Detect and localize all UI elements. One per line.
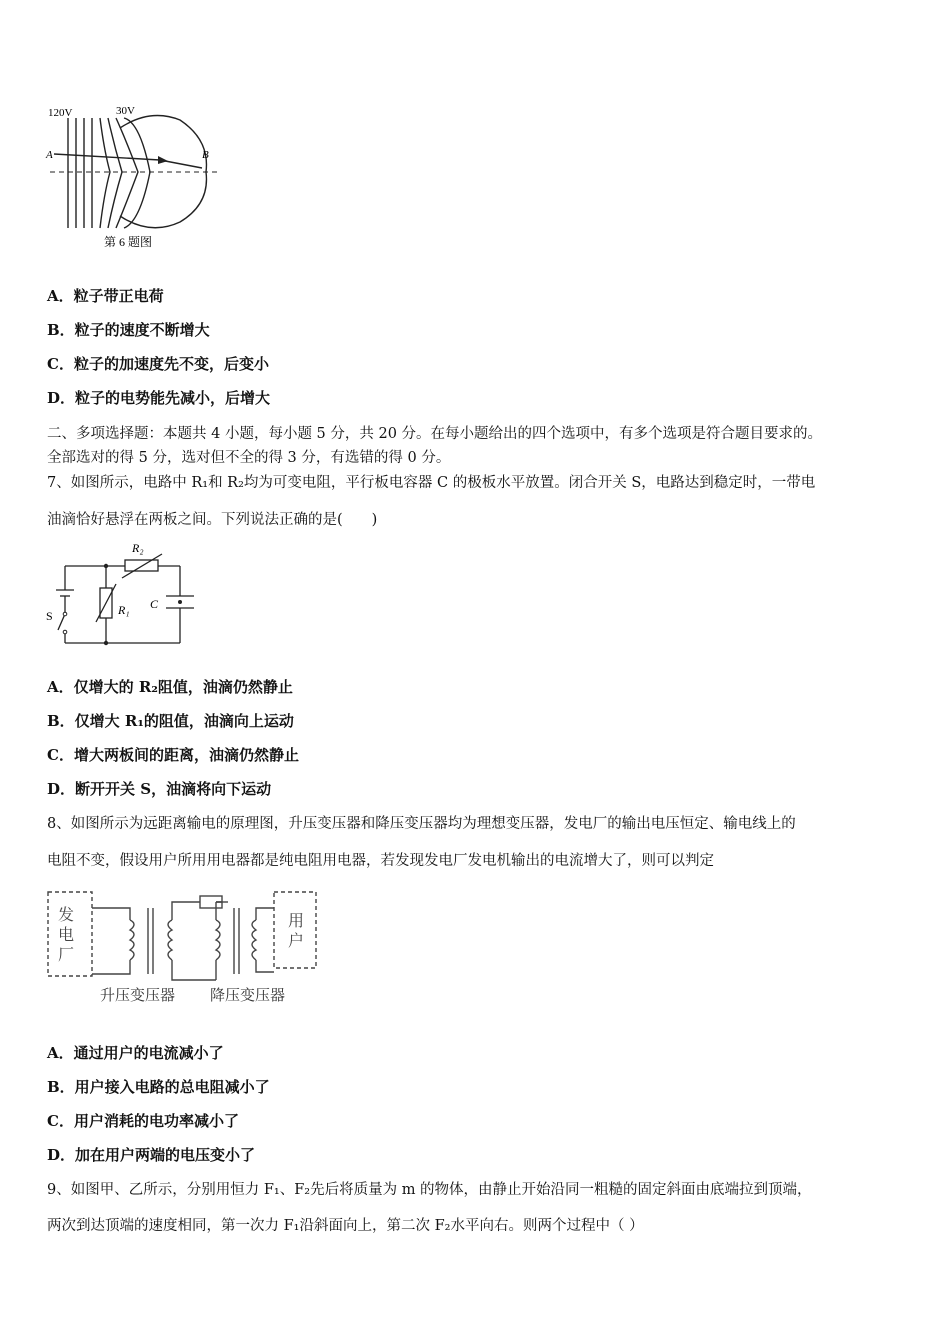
circuit-diagram — [40, 538, 210, 653]
section2-line2: 全部选对的得 5 分，选对但不全的得 3 分，有选错的得 0 分。 — [47, 450, 451, 466]
plant-char-3: 厂 — [58, 947, 75, 964]
q6-option-b: B．粒子的速度不断增大 — [47, 321, 210, 339]
field-lines-diagram — [40, 100, 240, 250]
q7-option-b: B．仅增大 R₁的阻值，油滴向上运动 — [47, 712, 294, 730]
q6-option-a: A．粒子带正电荷 — [47, 287, 164, 305]
q9-stem-line1: 9、如图甲、乙所示，分别用恒力 F₁、F₂先后将质量为 m 的物体，由静止开始沿同一粗糙的固定斜面由底端拉到顶端， — [47, 1182, 812, 1198]
q8-stem-line1: 8、如图所示为远距离输电的原理图，升压变压器和降压变压器均为理想变压器，发电厂的输出电压恒定、输电线上的 — [47, 816, 796, 832]
q8-option-a: A．通过用户的电流减小了 — [47, 1044, 224, 1062]
plant-char-2: 电 — [58, 927, 75, 944]
q8-option-c: C．用户消耗的电功率减小了 — [47, 1112, 239, 1130]
q6-option-d: D．粒子的电势能先减小，后增大 — [47, 389, 271, 407]
q9-stem-line2: 两次到达顶端的速度相同，第一次力 F₁沿斜面向上，第二次 F₂水平向右。则两个过程中（ ） — [47, 1218, 644, 1234]
q8-stem-line2: 电阻不变，假设用户所用用电器都是纯电阻用电器，若发现发电厂发电机输出的电流增大了，则可以判定 — [47, 853, 714, 869]
q7-option-a: A．仅增大的 R₂阻值，油滴仍然静止 — [47, 678, 293, 696]
transmission-diagram — [44, 884, 324, 1006]
figure-caption: 第 6 题图 — [104, 235, 153, 249]
label-r1: R₁ — [118, 603, 130, 617]
label-s: S — [46, 609, 53, 623]
section2-line1: 二、多项选择题：本题共 4 小题，每小题 5 分，共 20 分。在每小题给出的四个选项中，有多个选项是符合题目要求的。 — [47, 426, 823, 442]
q7-option-d: D．断开开关 S，油滴将向下运动 — [47, 780, 272, 798]
label-120v: 120V — [48, 107, 73, 119]
q8-option-d: D．加在用户两端的电压变小了 — [47, 1146, 256, 1164]
q7-stem-line2: 油滴恰好悬浮在两板之间。下列说法正确的是( ) — [47, 512, 378, 528]
figure-q8-transmission — [44, 884, 324, 1006]
q8-option-b: B．用户接入电路的总电阻减小了 — [47, 1078, 270, 1096]
user-char-1: 用 — [288, 913, 305, 930]
q7-option-c: C．增大两板间的距离，油滴仍然静止 — [47, 746, 299, 764]
figure-q7-circuit — [40, 538, 210, 653]
figure-q6 — [40, 100, 240, 250]
label-c: C — [150, 597, 159, 611]
label-step-up: 升压变压器 — [100, 988, 176, 1004]
q7-stem-line1: 7、如图所示，电路中 R₁和 R₂均为可变电阻，平行板电容器 C 的极板水平放置。闭合开关 S，电路达到稳定时，一带电 — [47, 475, 816, 491]
label-r2: R₂ — [132, 541, 144, 555]
user-char-2: 户 — [288, 933, 305, 950]
label-step-down: 降压变压器 — [210, 988, 286, 1004]
label-b: B — [202, 149, 209, 161]
label-30v: 30V — [116, 105, 135, 117]
q6-option-c: C．粒子的加速度先不变，后变小 — [47, 355, 269, 373]
label-a: A — [46, 149, 53, 161]
plant-char-1: 发 — [58, 907, 75, 924]
